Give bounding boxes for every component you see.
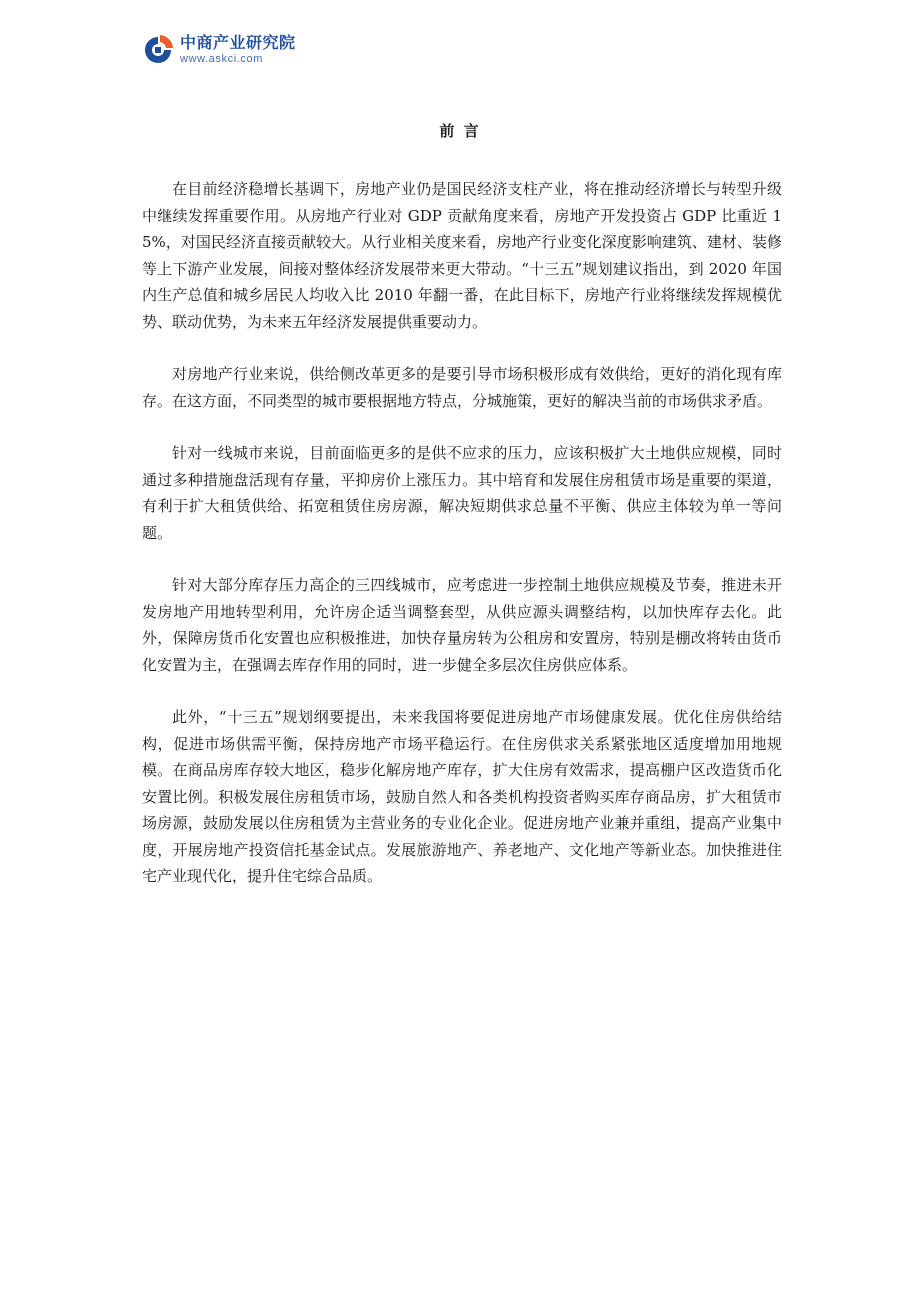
paragraph-3: 针对一线城市来说，目前面临更多的是供不应求的压力，应该积极扩大土地供应规模，同时通过多种措施盘活现有存量，平抑房价上涨压力。其中培育和发展住房租赁市场是重要的渠道，有利于扩大租赁供给、拓宽租赁住房房源，解决短期供求总量不平衡、供应主体较为单一等问题。 [142,444,782,542]
header-logo[interactable] [142,32,296,68]
logo-url: www.askci.com [180,53,263,65]
logo-name: 中商产业研究院 [180,33,296,52]
page-title: 前 言 [439,122,481,140]
paragraph-1: 在目前经济稳增长基调下，房地产业仍是国民经济支柱产业，将在推动经济增长与转型升级中继续发挥重要作用。从房地产行业对 GDP 贡献角度来看，房地产开发投资占 GDP 比重近 15%，对国民经济直接贡献较大。从行业相关度来看，房地产行业变化深度影响建筑、建材、装修等上下游产业发展，间接对整体经济发展带来更大带动。“十三五”规划建议指出，到 2020 年国内生产总值和城乡居民人均收入比 2010 年翻一番，在此目标下，房地产行业将继续发挥规模优势、联动优势，为未来五年经济发展提供重要动力。 [142,180,782,331]
paragraph-2: 对房地产行业来说，供给侧改革更多的是要引导市场积极形成有效供给，更好的消化现有库存。在这方面，不同类型的城市要根据地方特点，分城施策，更好的解决当前的市场供求矛盾。 [142,365,782,410]
paragraph-4: 针对大部分库存压力高企的三四线城市，应考虑进一步控制土地供应规模及节奏，推进未开发房地产用地转型利用，允许房企适当调整套型，从供应源头调整结构，以加快库存去化。此外，保障房货币化安置也应积极推进，加快存量房转为公租房和安置房，特别是棚改将转由货币化安置为主，在强调去库存作用的同时，进一步健全多层次住房供应体系。 [142,576,782,674]
logo-text [180,35,296,65]
document-body [142,176,782,916]
paragraph-5: 此外，“十三五”规划纲要提出，未来我国将要促进房地产市场健康发展。优化住房供给结构，促进市场供需平衡，保持房地产市场平稳运行。在住房供求关系紧张地区适度增加用地规模。在商品房库存较大地区，稳步化解房地产库存，扩大住房有效需求，提高棚户区改造货币化安置比例。积极发展住房租赁市场，鼓励自然人和各类机构投资者购买库存商品房，扩大租赁市场房源，鼓励发展以住房租赁为主营业务的专业化企业。促进房地产业兼并重组，提高产业集中度，开展房地产投资信托基金试点。发展旅游地产、养老地产、文化地产等新业态。加快推进住宅产业现代化，提升住宅综合品质。 [142,708,782,885]
askci-logo-icon [142,34,174,66]
